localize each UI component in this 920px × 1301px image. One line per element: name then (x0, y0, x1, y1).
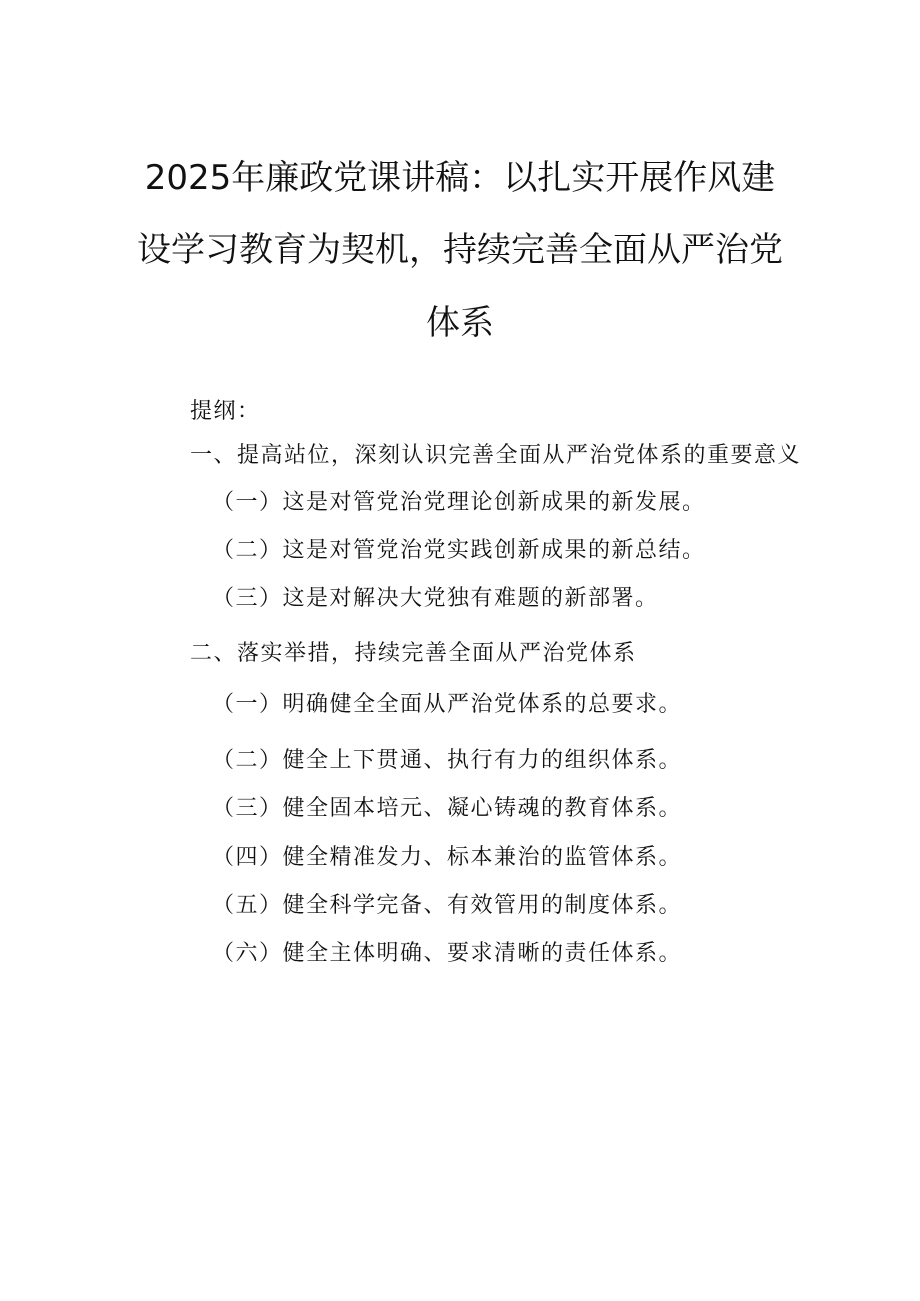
document-title-line-2: 设学习教育为契机，持续完善全面从严治党 (137, 230, 783, 270)
outline-label: 提纲： (190, 399, 261, 424)
section-1-item-3: （三）这是对解决大党独有难题的新部署。 (212, 586, 659, 611)
section-2-item-3: （三）健全固本培元、凝心铸魂的教育体系。 (212, 796, 683, 821)
section-2-item-1: （一）明确健全全面从严治党体系的总要求。 (212, 692, 683, 717)
section-2-item-2: （二）健全上下贯通、执行有力的组织体系。 (212, 748, 683, 773)
section-2-item-4: （四）健全精准发力、标本兼治的监管体系。 (212, 845, 683, 870)
document-title-line-3: 体系 (426, 303, 494, 343)
section-1-item-2: （二）这是对管党治党实践创新成果的新总结。 (212, 538, 706, 563)
section-2-item-6: （六）健全主体明确、要求清晰的责任体系。 (212, 941, 683, 966)
section-1-item-1: （一）这是对管党治党理论创新成果的新发展。 (212, 490, 706, 515)
section-2-item-5: （五）健全科学完备、有效管用的制度体系。 (212, 893, 683, 918)
section-heading-2: 二、落实举措，持续完善全面从严治党体系 (190, 641, 637, 666)
section-heading-1: 一、提高站位，深刻认识完善全面从严治党体系的重要意义 (190, 443, 802, 468)
document-title-line-1: 2025年廉政党课讲稿：以扎实开展作风建 (144, 158, 776, 198)
